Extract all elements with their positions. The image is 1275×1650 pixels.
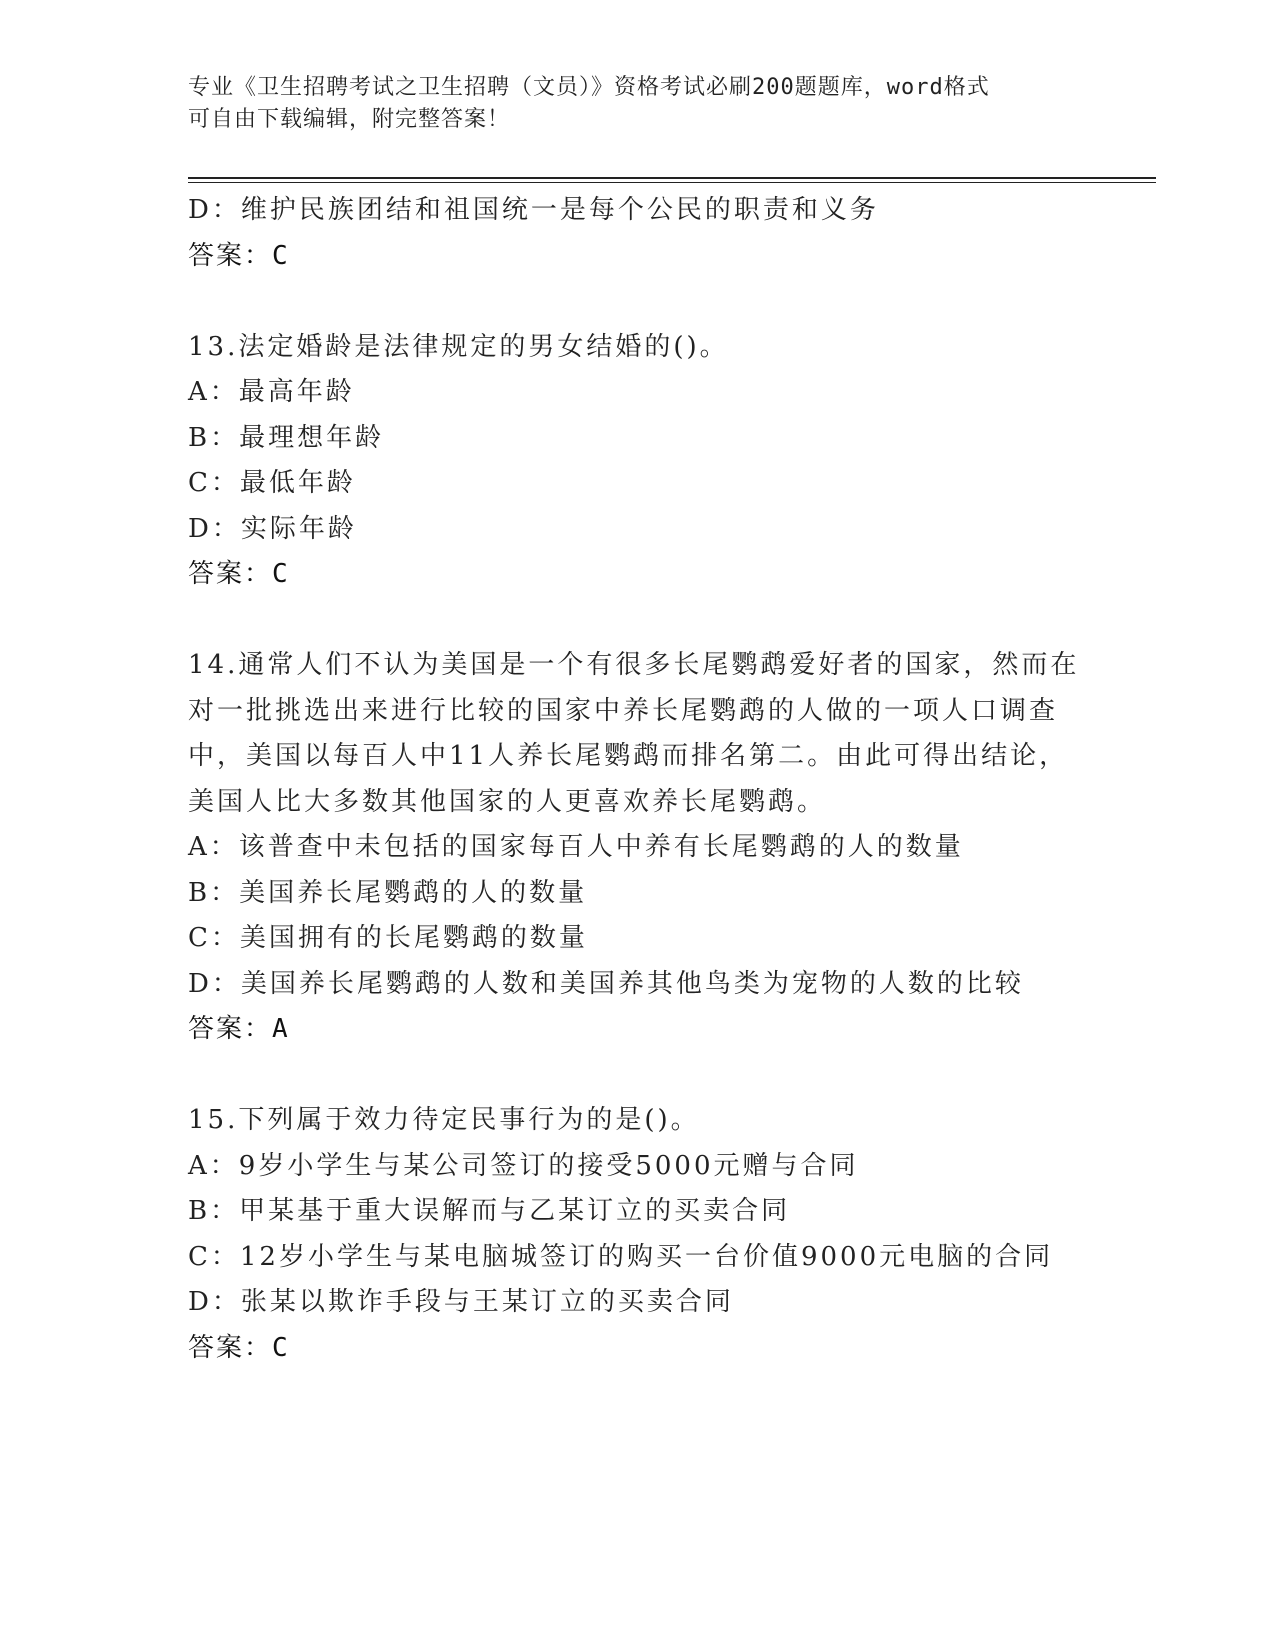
question-list: [188, 188, 1088, 1371]
option-b: B：美国养长尾鹦鹉的人的数量: [188, 877, 588, 908]
option-a: A：最高年龄: [188, 377, 355, 407]
answer-line: 答案：C: [188, 240, 290, 271]
page-header: [188, 72, 1068, 136]
spacer: [188, 1053, 1088, 1099]
option-c: C：12岁小学生与某电脑城签订的购买一台价值9000元电脑的合同: [188, 1241, 1054, 1272]
stem-line: 中，美国以每百人中11人养长尾鹦鹉而排名第二。由此可得出结论，: [188, 741, 1069, 771]
continued-question: [188, 188, 1088, 279]
header-divider-thick: [188, 177, 1156, 179]
stem-line: 对一批挑选出来进行比较的国家中养长尾鹦鹉的人做的一项人口调查: [188, 695, 1059, 726]
option-d: D：美国养长尾鹦鹉的人数和美国养其他鸟类为宠物的人数的比较: [188, 968, 1024, 999]
question-14: [188, 643, 1088, 1053]
option-d: D：维护民族团结和祖国统一是每个公民的职责和义务: [188, 195, 879, 225]
answer-line: 答案：C: [188, 559, 290, 589]
option-c: C：美国拥有的长尾鹦鹉的数量: [188, 923, 588, 953]
option-d: D：张某以欺诈手段与王某订立的买卖合同: [188, 1287, 734, 1317]
header-divider-thin: [188, 182, 1156, 183]
answer-line: 答案：C: [188, 1332, 290, 1363]
header-line-1: 专业《卫生招聘考试之卫生招聘（文员）》资格考试必刷200题题库，word格式: [188, 75, 990, 100]
option-b: B：最理想年龄: [188, 422, 385, 453]
stem-line: 13.法定婚龄是法律规定的男女结婚的()。: [188, 331, 729, 362]
option-c: C：最低年龄: [188, 468, 356, 498]
spacer: [188, 279, 1088, 325]
stem-line: 15.下列属于效力待定民事行为的是()。: [188, 1105, 700, 1135]
question-15: [188, 1098, 1088, 1371]
question-stem: [188, 643, 1088, 825]
option-d: D：实际年龄: [188, 513, 357, 544]
stem-line: 14.通常人们不认为美国是一个有很多长尾鹦鹉爱好者的国家，然而在: [188, 650, 1080, 680]
question-stem: [188, 1098, 1088, 1144]
stem-line: 美国人比大多数其他国家的人更喜欢养长尾鹦鹉。: [188, 786, 827, 817]
answer-line: 答案：A: [188, 1014, 290, 1044]
spacer: [188, 598, 1088, 644]
header-line-2: 可自由下载编辑，附完整答案！: [188, 107, 511, 132]
option-a: A：9岁小学生与某公司签订的接受5000元赠与合同: [188, 1150, 859, 1181]
question-stem: [188, 325, 1088, 371]
option-a: A：该普查中未包括的国家每百人中养有长尾鹦鹉的人的数量: [188, 832, 964, 862]
question-13: [188, 325, 1088, 598]
option-b: B：甲某基于重大误解而与乙某订立的买卖合同: [188, 1196, 791, 1226]
